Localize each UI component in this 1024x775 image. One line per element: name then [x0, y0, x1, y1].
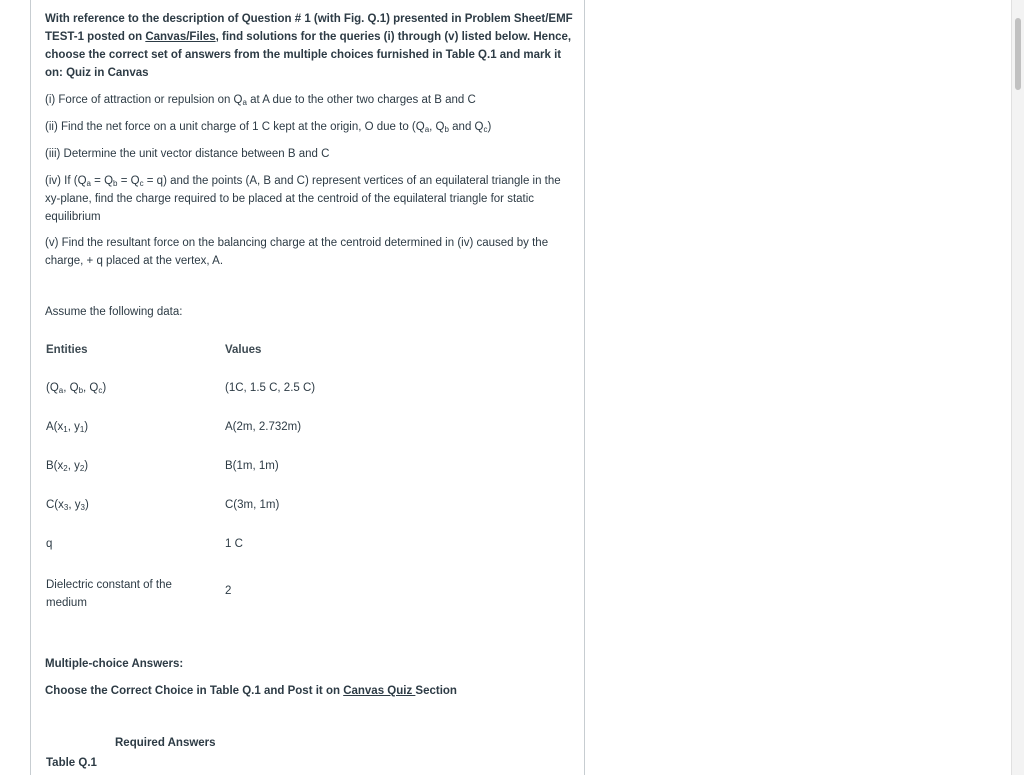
txt: ) — [84, 499, 89, 511]
sub-b: b — [113, 179, 118, 188]
canvas-files-link[interactable]: Canvas/Files — [145, 31, 216, 43]
sep: = Q — [117, 175, 140, 187]
query-iv-text-end: = q) and the points (A, B and C) represent vertices of an equilateral triangle in the xy-plane, find the charge required to be placed at the centroid of the equilateral triangle for static equilibrium — [45, 175, 561, 223]
sub-b: b — [78, 386, 84, 395]
sub-a: a — [242, 98, 247, 107]
entity-q: q — [46, 538, 53, 550]
txt: , y — [67, 460, 80, 472]
txt: (Q — [46, 382, 59, 394]
header-entities: Entities — [46, 344, 88, 356]
query-ii — [45, 118, 573, 136]
query-iv — [45, 172, 573, 226]
value-point-c: C(3m, 1m) — [225, 499, 280, 511]
sub-a: a — [424, 125, 430, 134]
sub-c: c — [139, 179, 144, 188]
sub-b: b — [444, 125, 449, 134]
value-dielectric: 2 — [225, 585, 232, 597]
query-ii-text: (ii) Find the net force on a unit charge of 1 C kept at the origin, O due to (Q — [45, 121, 425, 133]
txt: ) — [102, 382, 107, 394]
mc-instruction-text: Choose the Correct Choice in Table Q.1 and Post it on — [45, 685, 344, 697]
sub-3: 3 — [80, 503, 85, 512]
mc-title: Multiple-choice Answers: — [45, 658, 184, 670]
txt: A(x — [46, 421, 64, 433]
sub-2: 2 — [63, 464, 68, 473]
sub-a: a — [58, 386, 64, 395]
header-values: Values — [225, 344, 262, 356]
sep: , Q — [429, 121, 445, 133]
entity-dielectric: Dielectric constant of the medium — [46, 579, 172, 609]
txt: , Q — [63, 382, 79, 394]
table-q1-label: Table Q.1 — [46, 757, 97, 769]
sep: and Q — [448, 121, 484, 133]
sub-1: 1 — [79, 425, 85, 434]
entity-point-a — [46, 421, 88, 433]
entity-point-c — [46, 499, 89, 511]
entity-point-b — [46, 460, 88, 472]
txt: ) — [84, 421, 89, 433]
txt: , y — [67, 421, 80, 433]
entity-charges — [46, 382, 106, 394]
mc-instruction — [45, 685, 457, 697]
query-i-text: (i) Force of attraction or repulsion on Q — [45, 94, 243, 106]
sub-1: 1 — [63, 425, 68, 434]
scrollbar-thumb[interactable] — [1015, 18, 1021, 90]
intro-text-pre: With reference to the description of Question # 1 (with Fig. Q.1) presented in Problem Sheet/EMF TEST-1 posted on — [45, 13, 573, 43]
sep: = Q — [90, 175, 114, 187]
value-point-b: B(1m, 1m) — [225, 460, 279, 472]
txt: , Q — [83, 382, 99, 394]
sub-a: a — [86, 179, 91, 188]
txt: B(x — [46, 460, 64, 472]
assume-data-label: Assume the following data: — [45, 306, 183, 318]
txt: ) — [84, 460, 89, 472]
value-charges: (1C, 1.5 C, 2.5 C) — [225, 382, 316, 394]
value-q: 1 C — [225, 538, 243, 550]
required-answers-header: Required Answers — [115, 737, 216, 749]
value-point-a: A(2m, 2.732m) — [225, 421, 302, 433]
vertical-scrollbar[interactable] — [1011, 0, 1024, 775]
query-iii: (iii) Determine the unit vector distance between B and C — [45, 148, 330, 160]
txt: , y — [68, 499, 81, 511]
mc-instruction-end: Section — [415, 685, 457, 697]
sub-c: c — [98, 386, 103, 395]
close-paren: ) — [487, 121, 492, 133]
intro-paragraph — [45, 10, 573, 82]
query-iv-text: (iv) If (Q — [45, 175, 87, 187]
sub-c: c — [483, 125, 488, 134]
query-v: (v) Find the resultant force on the balancing charge at the centroid determined in (iv) caused by the charge, + q placed at the vertex, A. — [45, 237, 549, 267]
query-i — [45, 91, 573, 109]
txt: C(x — [46, 499, 64, 511]
sub-2: 2 — [79, 464, 85, 473]
canvas-quiz-link[interactable]: Canvas Quiz — [343, 685, 416, 697]
query-i-text-end: at A due to the other two charges at B and C — [246, 94, 476, 106]
sub-3: 3 — [63, 503, 69, 512]
intro-text-post: , find solutions for the queries (i) through (v) listed below. Hence, choose the correct set of answers from the multiple choices furnished in Table Q.1 and mark it on: Quiz in Canvas — [45, 31, 572, 79]
